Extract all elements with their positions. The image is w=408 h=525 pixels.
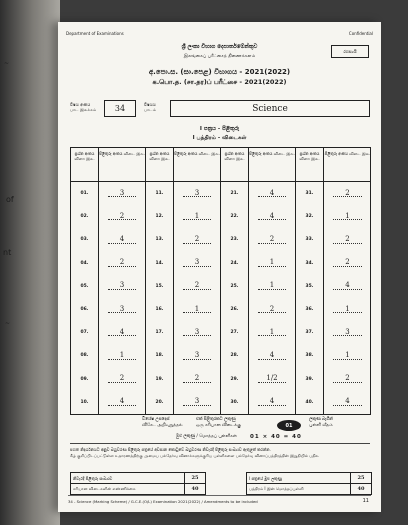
index-label-tamil: பாட இலக்கம் <box>70 107 97 112</box>
answer-value: 3 <box>194 188 200 197</box>
subject-name-box: Science <box>170 100 370 117</box>
question-number: 13. <box>155 237 164 243</box>
previous-page-edge <box>0 0 60 525</box>
answer-value: 1 <box>269 281 275 290</box>
question-number: 02. <box>80 214 89 220</box>
question-number: 38. <box>305 353 314 359</box>
one-answer-tamil: ஒரு சரியான விடைக்கு <box>196 423 241 428</box>
question-number-column <box>296 148 324 414</box>
confidential-box: රහස්‍යයි <box>331 45 369 58</box>
mini-label: I පත්‍රයේ මුළු ලකුණු <box>249 475 282 481</box>
mini-label: பத்திரம் I இன் மொத்தப்புள்ளி <box>249 486 304 491</box>
answer-cell <box>324 182 371 205</box>
answer-cell <box>99 321 145 344</box>
question-number: 01. <box>80 191 89 197</box>
answer-column <box>324 148 371 414</box>
divider <box>70 443 370 444</box>
total-marks-label: මුළු ලකුණු / மொத்தப் புள்ளிகள் <box>176 434 237 439</box>
margin-scribble: nt <box>3 248 12 257</box>
answer-value: 3 <box>119 304 125 313</box>
mini-label: නිවැරදි පිළිතුරු සංඛ්‍යාව <box>73 475 113 481</box>
question-number: 27. <box>230 330 239 336</box>
answer-value: 1/2 <box>266 374 278 383</box>
answer-cell <box>174 275 220 298</box>
margin-scribble: ~ <box>4 60 10 67</box>
question-number: 23. <box>230 237 239 243</box>
question-number: 20. <box>155 399 164 405</box>
question-number: 04. <box>80 260 89 266</box>
department-label: Department of Examinations <box>66 31 124 36</box>
answer-cell <box>324 275 371 298</box>
mini-row <box>71 473 205 483</box>
confidential-label: Confidential <box>348 31 373 36</box>
index-label <box>70 102 96 112</box>
footer-text: 34 - Science (Marking Scheme) / G.C.E.(O/L) Examination 2021(2022) / Amendments to be included <box>68 499 258 504</box>
answer-value: 3 <box>194 327 200 336</box>
answer-cell <box>99 182 145 205</box>
question-number: 33. <box>305 237 314 243</box>
answer-column-header: පිළිතුරු අංකය விடை இல. <box>249 148 295 182</box>
question-number-column <box>71 148 99 414</box>
department-title-sinhala: ශ්‍රී ලංකා විභාග දෙපාර්තමේන්තුව <box>181 44 258 50</box>
answer-value: 3 <box>194 350 200 359</box>
page-number: 11 <box>362 498 369 504</box>
instruction-note <box>70 447 370 458</box>
answer-cell <box>99 228 145 251</box>
answer-cell <box>174 391 220 414</box>
answer-cell <box>249 321 295 344</box>
answer-cell <box>174 228 220 251</box>
answer-column-header: පිළිතුරු අංකය விடை இல. <box>174 148 220 182</box>
question-number: 34. <box>305 260 314 266</box>
question-number: 09. <box>80 376 89 382</box>
answer-value: 4 <box>345 281 350 290</box>
mini-row <box>247 473 371 483</box>
answer-value: 4 <box>345 397 350 406</box>
answer-value: 1 <box>194 304 200 313</box>
marks-each-sinhala: ලකුණ බැගින් <box>309 417 333 422</box>
question-number: 06. <box>80 307 89 313</box>
question-column-header: ප්‍රශ්න අංකය வினா இல. <box>146 148 173 182</box>
answer-value: 1 <box>269 327 275 336</box>
question-number: 28. <box>230 353 239 359</box>
answer-value: 3 <box>194 258 200 267</box>
one-answer-sinhala: එක් පිළිතුරකට ලකුණු <box>196 417 236 422</box>
mini-row <box>247 483 371 494</box>
footer-divider <box>68 495 371 496</box>
answer-value: 4 <box>119 397 125 406</box>
part-title-sinhala: I පත්‍රය - පිළිතුරු <box>199 126 240 132</box>
answer-column-header: පිළිතුරු අංකය விடை இல. <box>99 148 145 182</box>
question-number: 29. <box>230 376 239 382</box>
answer-value: 4 <box>269 397 275 406</box>
question-number: 35. <box>305 283 314 289</box>
question-number: 10. <box>80 399 89 405</box>
margin-scribble: ~ <box>5 320 11 327</box>
question-number: 11. <box>155 191 164 197</box>
answer-value: 1 <box>119 350 125 359</box>
answer-value: 3 <box>119 188 125 197</box>
answer-value: 4 <box>269 350 275 359</box>
question-number-column <box>221 148 249 414</box>
question-column-header: ප්‍රශ්න අංකය வினா இல. <box>296 148 323 182</box>
answer-cell <box>99 391 145 414</box>
answer-value: 4 <box>119 234 125 243</box>
answer-cell <box>324 298 371 321</box>
department-title-tamil: இலங்கைப் பரீட்சைத் திணைக்களம் <box>183 54 256 59</box>
exam-title-sinhala: අ.පො.ස. (සා.පෙළ) විභාගය - 2021(2022) <box>148 68 291 76</box>
question-number: 36. <box>305 307 314 313</box>
question-number-column <box>146 148 174 414</box>
question-number: 08. <box>80 353 89 359</box>
answer-cell <box>249 228 295 251</box>
answer-cell <box>324 344 371 367</box>
answer-cell <box>174 344 220 367</box>
answer-cell <box>249 252 295 275</box>
paper-total-table <box>246 472 372 495</box>
part-title-tamil: I பத்திரம் - விடைகள் <box>192 135 247 141</box>
subject-label-sinhala: විෂයය <box>144 102 156 107</box>
answer-cell <box>324 391 371 414</box>
answer-cell <box>249 344 295 367</box>
question-number: 14. <box>155 260 164 266</box>
answer-cell <box>324 205 371 228</box>
answer-value: 2 <box>119 374 125 383</box>
instruction-note-tamil: கீழ் குறிப்பிடப்பட்டுள்ள உதாரணத்திற்கு அமைய பல்தேர்வு வினாக்களுக்குரிய புள்ளிகளை பல்தேர்வு வினாப்பத்திரத்தின் இறுதியில் பதிக. <box>70 452 320 458</box>
mini-label: சரியான விடைகளின் எண்ணிக்கை <box>73 486 136 491</box>
exam-title-tamil: க.பொ.த. (சா.தர)ப் பரீட்சை - 2021(2022) <box>152 78 287 86</box>
answer-value: 4 <box>269 188 275 197</box>
question-number: 18. <box>155 353 164 359</box>
answer-cell <box>174 321 220 344</box>
answer-cell <box>324 228 371 251</box>
question-number: 31. <box>305 191 314 197</box>
marks-per-answer-oval: 01 <box>277 420 301 431</box>
correct-answers-table <box>70 472 206 495</box>
answer-value: 3 <box>119 281 125 290</box>
answer-value: 1 <box>194 211 200 220</box>
answer-cell <box>174 298 220 321</box>
answer-cell <box>99 344 145 367</box>
mini-value: 40 <box>350 484 371 494</box>
question-number: 24. <box>230 260 239 266</box>
answer-value: 1 <box>345 211 350 220</box>
answer-cell <box>99 368 145 391</box>
answer-value: 1 <box>345 350 350 359</box>
answer-value: 3 <box>345 327 350 336</box>
question-number: 21. <box>230 191 239 197</box>
marks-each-tamil: புள்ளி வீதம் <box>309 423 333 428</box>
answer-cell <box>249 275 295 298</box>
answer-value: 1 <box>345 304 350 313</box>
answer-cell <box>174 368 220 391</box>
question-number: 17. <box>155 330 164 336</box>
answer-column <box>174 148 221 414</box>
mini-row <box>71 483 205 494</box>
question-number: 16. <box>155 307 164 313</box>
answer-value: 2 <box>345 188 350 197</box>
question-number: 26. <box>230 307 239 313</box>
mini-value: 40 <box>184 484 205 494</box>
special-label-tamil: விசேட அறிவுறுத்தல் <box>142 423 183 428</box>
answer-value: 4 <box>269 211 275 220</box>
index-label-sinhala: විෂය අංකය <box>70 102 91 107</box>
answer-value: 1 <box>269 258 275 267</box>
answer-cell <box>99 252 145 275</box>
question-column-header: ප්‍රශ්න අංකය வினா இல. <box>221 148 248 182</box>
subject-label <box>144 102 156 112</box>
answer-value: 2 <box>194 234 200 243</box>
answer-cell <box>324 321 371 344</box>
question-number: 07. <box>80 330 89 336</box>
answer-cell <box>249 391 295 414</box>
question-number: 03. <box>80 237 89 243</box>
answer-column <box>99 148 146 414</box>
answer-cell <box>99 205 145 228</box>
answer-cell <box>99 275 145 298</box>
question-number: 32. <box>305 214 314 220</box>
answer-cell <box>249 298 295 321</box>
question-number: 30. <box>230 399 239 405</box>
subject-label-tamil: பாடம் <box>144 107 157 112</box>
question-number: 25. <box>230 283 239 289</box>
answer-grid <box>70 147 371 415</box>
answer-value: 2 <box>345 374 350 383</box>
answer-value: 2 <box>194 281 200 290</box>
question-number: 15. <box>155 283 164 289</box>
answer-value: 3 <box>194 397 200 406</box>
question-number: 39. <box>305 376 314 382</box>
question-number: 37. <box>305 330 314 336</box>
answer-value: 2 <box>269 304 275 313</box>
margin-scribble: of <box>6 195 14 204</box>
answer-value: 4 <box>119 327 125 336</box>
question-number: 19. <box>155 376 164 382</box>
answer-column-header: පිළිතුරු අංකය விடை இல. <box>324 148 371 182</box>
answer-cell <box>174 205 220 228</box>
marking-scheme-page <box>58 22 381 512</box>
marks-each-label <box>309 417 333 429</box>
answer-value: 2 <box>119 211 125 220</box>
answer-cell <box>174 182 220 205</box>
answer-value: 2 <box>345 234 350 243</box>
answer-cell <box>174 252 220 275</box>
question-number: 05. <box>80 283 89 289</box>
question-column-header: ප්‍රශ්න අංකය வினா இல. <box>71 148 98 182</box>
question-number: 40. <box>305 399 314 405</box>
answer-column <box>249 148 296 414</box>
answer-cell <box>249 205 295 228</box>
total-marks-calculation: 01 × 40 = 40 <box>250 434 302 440</box>
subject-index-box: 34 <box>104 100 136 117</box>
answer-cell <box>99 298 145 321</box>
answer-value: 2 <box>269 234 275 243</box>
answer-cell <box>324 368 371 391</box>
question-number: 22. <box>230 214 239 220</box>
answer-value: 2 <box>345 258 350 267</box>
question-number: 12. <box>155 214 164 220</box>
answer-value: 2 <box>194 374 200 383</box>
one-answer-label <box>196 417 241 429</box>
answer-value: 2 <box>119 258 125 267</box>
mini-value: 25 <box>184 473 205 483</box>
answer-cell <box>249 182 295 205</box>
answer-cell <box>249 368 295 391</box>
answer-cell <box>324 252 371 275</box>
instruction-note-sinhala: පහත නිදර්ශනයට අනුව බහුවරණ පිළිතුරු පත්‍රයේ අවසාන කොටුවේ බහුවරණ නිවැරදි පිළිතුරු සංඛ්‍යාව ඇතුළත් කරන්න. <box>70 447 271 452</box>
special-label-sinhala: විශේෂ උපදෙස් <box>142 417 170 422</box>
special-instructions-label <box>142 417 182 429</box>
mini-value: 25 <box>350 473 371 483</box>
